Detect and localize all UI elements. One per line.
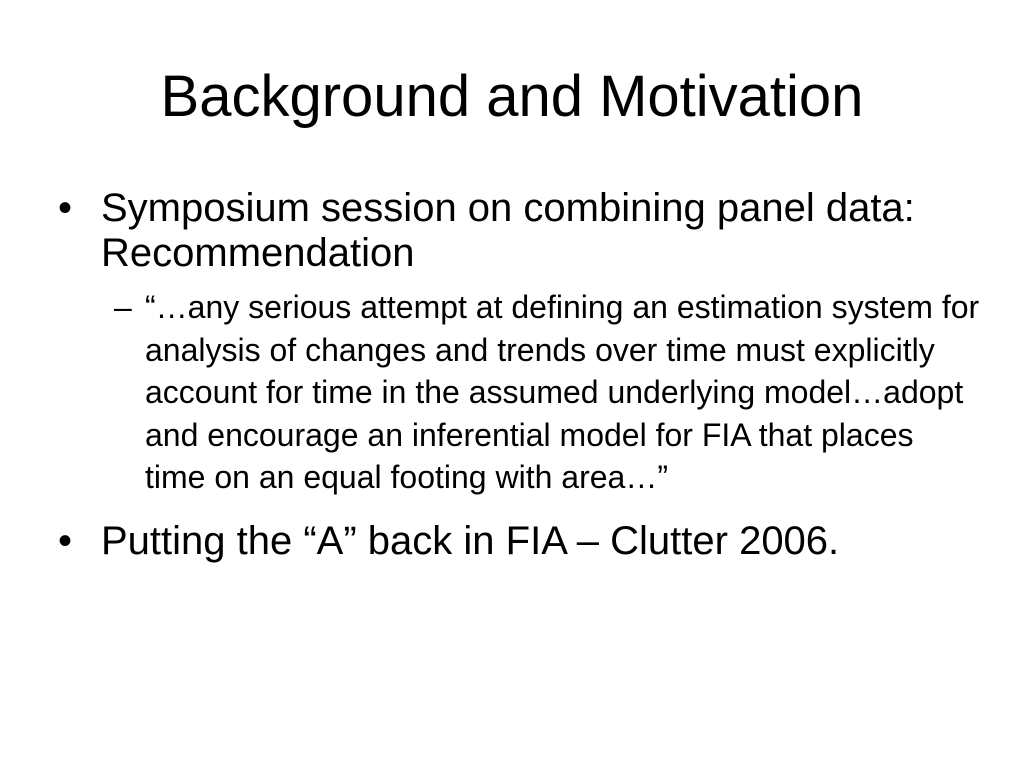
bullet-icon: • [58, 518, 73, 563]
bullet-text: Symposium session on combining panel data: Recommendation [101, 186, 915, 275]
sub-bullet-item [114, 286, 980, 499]
dash-icon: – [114, 289, 132, 325]
bullet-text: Putting the “A” back in FIA – Clutter 2006. [101, 518, 840, 563]
bullet-item [58, 519, 978, 564]
bullet-icon: • [58, 186, 73, 230]
bullet-item [58, 186, 978, 276]
slide-body [58, 186, 978, 574]
slide-title: Background and Motivation [160, 64, 864, 129]
quote-text: “…any serious attempt at defining an estimation system for analysis of changes and trends over time must explicitly account for time in the assumed underlying model…adopt and encourage an inferential model for FIA that places time on an equal footing with area…” [145, 289, 980, 495]
